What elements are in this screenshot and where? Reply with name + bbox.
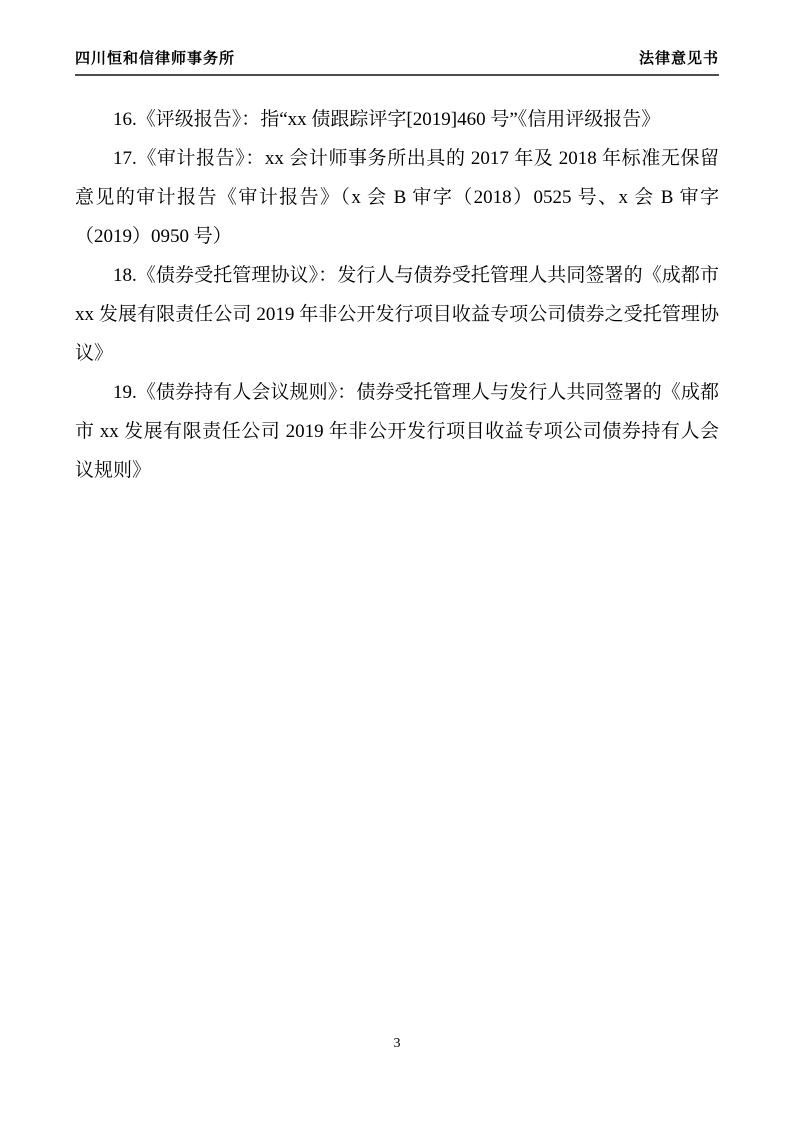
paragraph-item-18: 18.《债券受托管理协议》：发行人与债券受托管理人共同签署的《成都市 xx 发展有限责任公司 2019 年非公开发行项目收益专项公司债券之受托管理协议》 xyxy=(75,265,719,364)
paragraph-item-19: 19.《债券持有人会议规则》：债券受托管理人与发行人共同签署的《成都市 xx 发展有限责任公司 2019 年非公开发行项目收益专项公司债券持有人会议规则》 xyxy=(75,382,719,481)
page-header xyxy=(75,50,719,76)
header-firm-name: 四川恒和信律师事务所 xyxy=(75,51,236,67)
header-document-type: 法律意见书 xyxy=(638,51,719,67)
paragraph-item-17: 17.《审计报告》：xx 会计师事务所出具的 2017 年及 2018 年标准无保留意见的审计报告《审计报告》（x 会 B 审字（2018）0525 号、x 会 B 审字（2019）0950 号） xyxy=(75,148,719,247)
page-number: 3 xyxy=(393,1036,401,1051)
page-footer xyxy=(0,1034,794,1054)
document-body xyxy=(75,100,719,490)
paragraph-item-16: 16.《评级报告》：指“xx 债跟踪评字[2019]460 号”《信用评级报告》 xyxy=(113,109,661,130)
